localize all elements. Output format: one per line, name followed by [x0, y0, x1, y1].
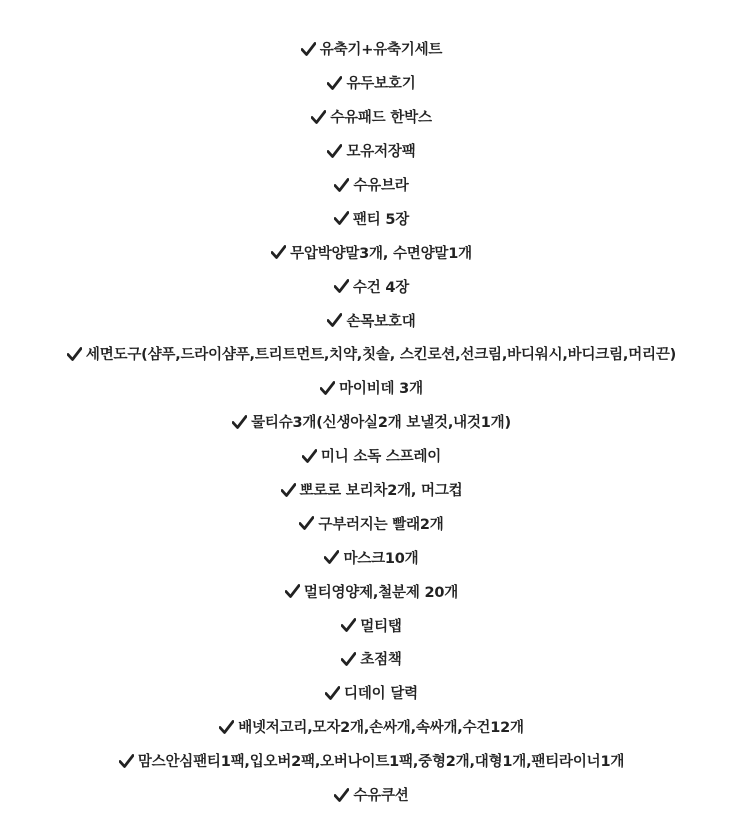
- item-label: 유두보호기: [346, 76, 416, 93]
- checklist-item: [0, 66, 743, 100]
- item-label: 뽀로로 보리차2개, 머그컵: [299, 483, 463, 500]
- item-label: 모유저장팩: [346, 144, 416, 161]
- item-label: 수유브라: [353, 178, 409, 194]
- checklist-item: [0, 506, 743, 540]
- check-icon: [341, 652, 356, 666]
- check-icon: [219, 720, 234, 734]
- check-icon: [299, 516, 314, 530]
- check-icon: [271, 245, 286, 259]
- checklist-item: [0, 201, 743, 235]
- item-label: 미니 소독 스프레이: [320, 449, 442, 466]
- check-icon: [324, 550, 339, 564]
- item-label: 배넷저고리,모자2개,손싸개,속싸개,수건12개: [238, 720, 524, 737]
- checklist-item: [0, 473, 743, 507]
- item-label: 세면도구(샴푸,드라이샴푸,트리트먼트,치약,칫솔, 스킨로션,선크림,바디워시,바디크림,머리끈): [85, 347, 677, 364]
- check-icon: [334, 788, 349, 802]
- checklist-item: [0, 235, 743, 269]
- checklist-item: [0, 574, 743, 608]
- item-label: 마이비데 3개: [339, 381, 423, 398]
- item-label: 맘스안심팬티1팩,입오버2팩,오버나이트1팩,중형2개,대형1개,팬티라이너1개: [137, 754, 625, 771]
- checklist-item: [0, 744, 743, 778]
- checklist-item: [0, 439, 743, 473]
- checklist-item: [0, 710, 743, 744]
- check-icon: [67, 347, 82, 361]
- item-label: 팬티 5장: [352, 211, 410, 228]
- checklist-item: [0, 608, 743, 642]
- checklist-item: [0, 540, 743, 574]
- item-label: 디데이 달력: [344, 686, 418, 703]
- check-icon: [302, 449, 317, 463]
- check-icon: [327, 313, 342, 327]
- check-icon: [232, 415, 247, 429]
- check-icon: [320, 381, 335, 395]
- item-label: 수유패드 한박스: [330, 110, 432, 127]
- check-icon: [311, 110, 326, 124]
- checklist: [0, 32, 743, 811]
- check-icon: [119, 754, 134, 768]
- checklist-item: [0, 168, 743, 202]
- checklist-item: [0, 337, 743, 371]
- check-icon: [334, 211, 349, 225]
- check-icon: [334, 178, 349, 192]
- checklist-item: [0, 134, 743, 168]
- check-icon: [341, 618, 356, 632]
- checklist-item: [0, 269, 743, 303]
- item-label: 손목보호대: [346, 313, 416, 330]
- checklist-item: [0, 676, 743, 710]
- check-icon: [281, 483, 296, 497]
- check-icon: [327, 76, 342, 90]
- checklist-item: [0, 642, 743, 676]
- check-icon: [325, 686, 340, 700]
- checklist-item: [0, 303, 743, 337]
- check-icon: [301, 42, 316, 56]
- checklist-item: [0, 100, 743, 134]
- item-label: 무압박양말3개, 수면양말1개: [290, 245, 472, 262]
- item-label: 마스크10개: [343, 550, 419, 567]
- item-label: 멀티영양제,철분제 20개: [303, 584, 459, 601]
- item-label: 멀티탭: [360, 618, 402, 635]
- item-label: 수건 4장: [352, 279, 410, 296]
- checklist-item: [0, 778, 743, 812]
- item-label: 초점책: [360, 652, 402, 669]
- item-label: 구부러지는 빨래2개: [318, 516, 444, 533]
- check-icon: [327, 144, 342, 158]
- item-label: 유축기+유축기세트: [319, 42, 443, 59]
- checklist-item: [0, 371, 743, 405]
- check-icon: [334, 279, 349, 293]
- check-icon: [285, 584, 300, 598]
- item-label: 수유쿠션: [353, 788, 409, 805]
- checklist-item: [0, 405, 743, 439]
- checklist-item: [0, 32, 743, 66]
- item-label: 물티슈3개(신생아실2개 보낼것,내것1개): [251, 415, 511, 432]
